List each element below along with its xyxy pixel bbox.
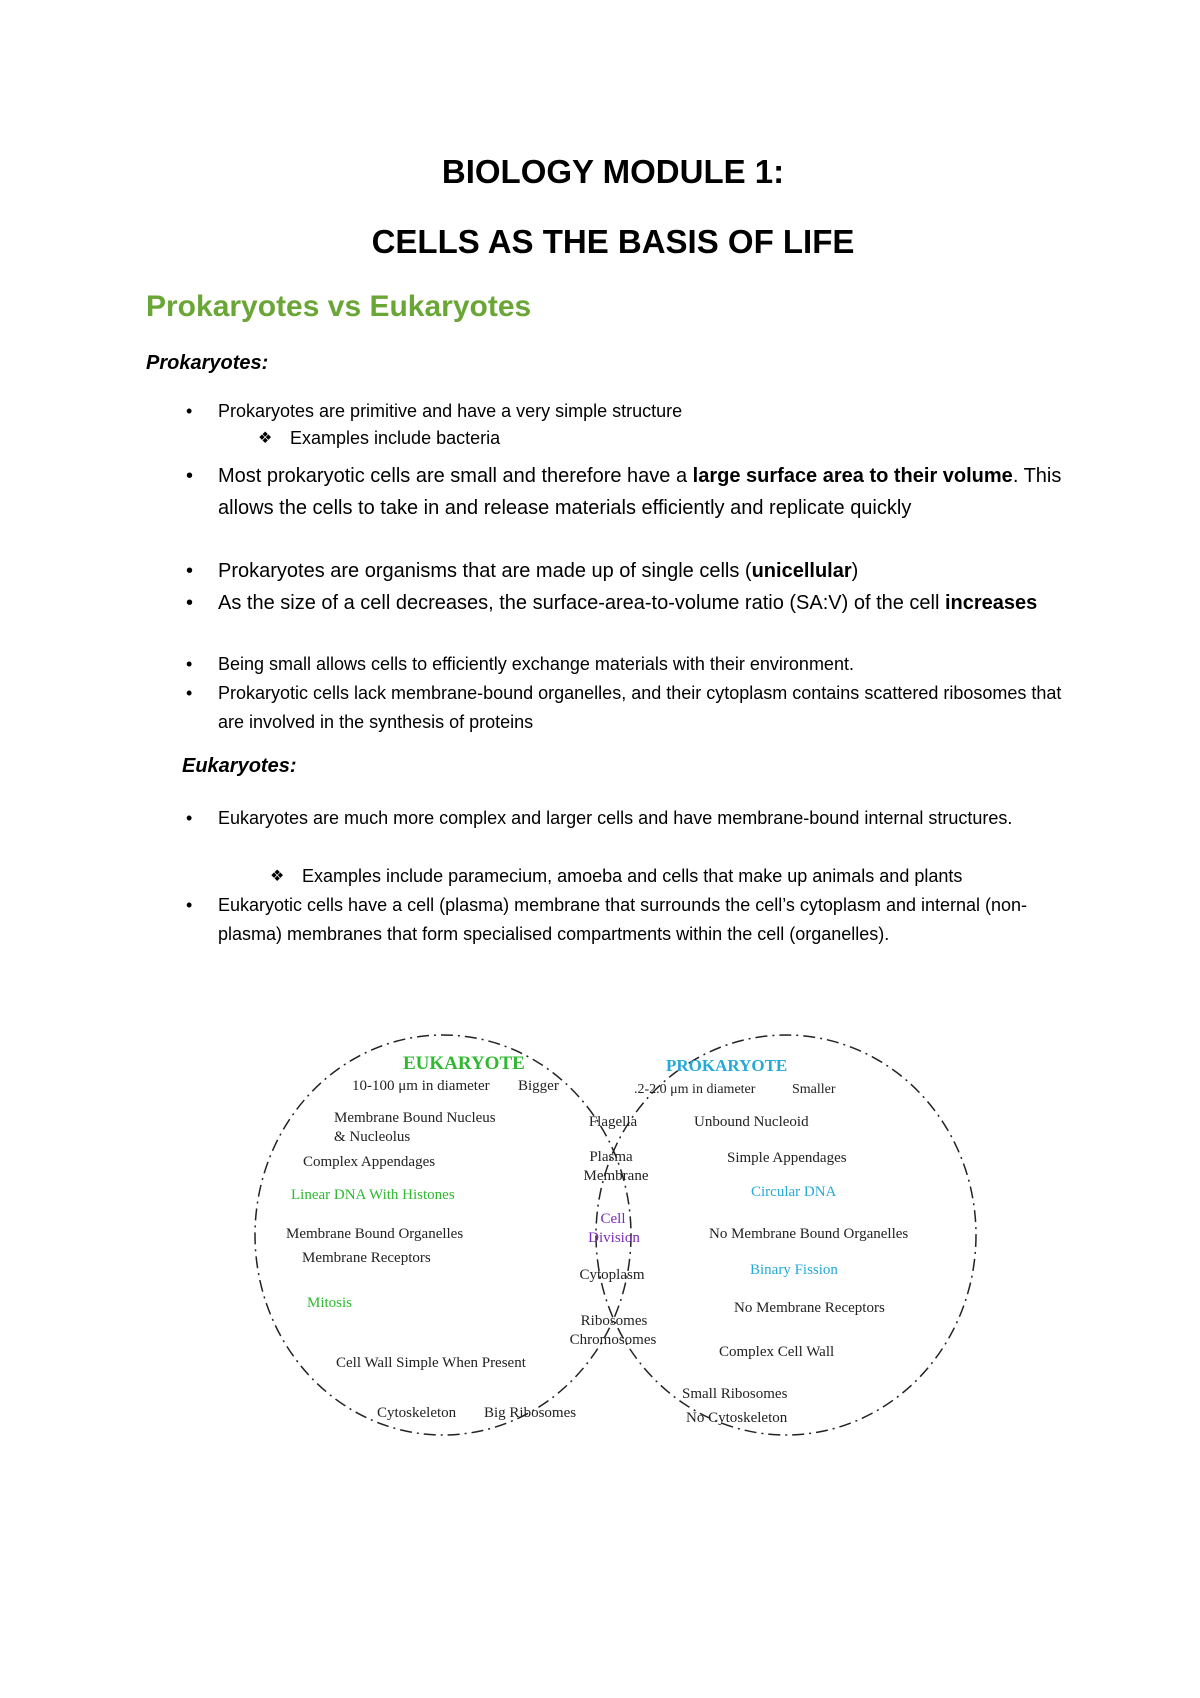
bullet-text: Being small allows cells to efficiently exchange materials with their environment.: [218, 654, 854, 674]
eukaryote-organelles: Membrane Bound Organelles: [286, 1226, 464, 1242]
prokaryotes-heading: Prokaryotes:: [146, 352, 269, 374]
eukaryote-mitosis: Mitosis: [307, 1295, 353, 1311]
bold-phrase: large surface area to their volume: [692, 465, 1013, 487]
bullet-text: Prokaryotes are primitive and have a very simple structure: [218, 401, 683, 421]
prokaryote-nucleoid: Unbound Nucleoid: [694, 1114, 809, 1130]
bullet-text: Prokaryotes are organisms that are made up of single cells (: [218, 560, 752, 582]
shared-division-2: Division: [588, 1230, 640, 1246]
shared-plasma-1: Plasma: [589, 1149, 633, 1165]
bullet-text: Prokaryotic cells lack membrane-bound organelles, and their cytoplasm contains scattered ribosomes that are involved in the synthesis of proteins: [218, 683, 1062, 732]
bullet-text: Eukaryotic cells have a cell (plasma) membrane that surrounds the cell’s cytoplasm and internal (non-plasma) membranes that form specialised compartments within the cell (organelles).: [218, 895, 1028, 944]
eukaryote-size: 10-100 μm in diameter: [352, 1078, 490, 1094]
bold-phrase: unicellular: [751, 560, 852, 582]
prokaryote-binary-fission: Binary Fission: [750, 1262, 838, 1278]
eukaryote-nucleus-2: & Nucleolus: [334, 1129, 411, 1145]
document-title-line1: BIOLOGY MODULE 1:: [441, 153, 785, 190]
shared-plasma-2: Membrane: [583, 1168, 649, 1184]
eukaryote-dna: Linear DNA With Histones: [291, 1187, 455, 1203]
prokaryote-appendages: Simple Appendages: [727, 1150, 847, 1166]
prokaryote-receptors: No Membrane Receptors: [734, 1300, 885, 1316]
bullet-icon: •: [186, 592, 194, 614]
eukaryote-nucleus-1: Membrane Bound Nucleus: [334, 1110, 496, 1126]
prokaryote-dna: Circular DNA: [751, 1184, 837, 1200]
prokaryote-ribosomes: Small Ribosomes: [682, 1386, 788, 1402]
bullet-text-cont: . This allows the cells to take in and release materials efficiently and replicate quickly: [218, 465, 1062, 519]
eukaryote-title: EUKARYOTE: [403, 1053, 525, 1074]
shared-cytoplasm: Cytoplasm: [579, 1267, 645, 1283]
shared-ribosomes: Ribosomes: [580, 1313, 648, 1329]
eukaryote-cytoskeleton: Cytoskeleton: [377, 1405, 457, 1421]
bullet-icon: •: [186, 465, 194, 487]
prokaryote-title: PROKARYOTE: [666, 1056, 788, 1075]
shared-division-1: Cell: [600, 1211, 626, 1227]
sub-bullet-text: Examples include bacteria: [290, 428, 501, 448]
bullet-text-cont: ): [851, 560, 859, 582]
shared-flagella: Flagella: [588, 1114, 638, 1130]
diamond-bullet-icon: ❖: [258, 430, 273, 447]
prokaryote-cytoskeleton: No Cytoskeleton: [686, 1410, 788, 1426]
bullet-icon: •: [186, 808, 193, 828]
shared-chromosomes: Chromosomes: [569, 1332, 657, 1348]
eukaryote-size-note: Bigger: [518, 1078, 559, 1094]
prokaryote-size: .2-2.0 μm in diameter: [634, 1082, 756, 1097]
bullet-text: Most prokaryotic cells are small and therefore have a: [218, 465, 693, 487]
bullet-icon: •: [186, 895, 193, 915]
prokaryote-size-note: Smaller: [792, 1082, 836, 1097]
diamond-bullet-icon: ❖: [270, 868, 285, 885]
bold-phrase: increases: [945, 592, 1038, 614]
eukaryotes-heading: Eukaryotes:: [182, 755, 297, 777]
eukaryote-ribosomes: Big Ribosomes: [484, 1405, 577, 1421]
bullet-icon: •: [186, 560, 194, 582]
eukaryote-receptors: Membrane Receptors: [302, 1250, 431, 1266]
document-title-line2: CELLS AS THE BASIS OF LIFE: [371, 223, 855, 260]
bullet-text: As the size of a cell decreases, the surface-area-to-volume ratio (SA:V) of the cell: [218, 592, 945, 614]
bullet-icon: •: [186, 654, 193, 674]
bullet-icon: •: [186, 401, 193, 421]
prokaryote-wall: Complex Cell Wall: [719, 1344, 835, 1360]
bullet-icon: •: [186, 683, 193, 703]
section-heading: Prokaryotes vs Eukaryotes: [146, 290, 532, 323]
bullet-text: Eukaryotes are much more complex and larger cells and have membrane-bound internal structures.: [218, 808, 1013, 828]
eukaryote-appendages: Complex Appendages: [303, 1154, 436, 1170]
eukaryote-wall: Cell Wall Simple When Present: [336, 1355, 526, 1371]
sub-bullet-text: Examples include paramecium, amoeba and cells that make up animals and plants: [302, 866, 963, 886]
prokaryote-organelles: No Membrane Bound Organelles: [709, 1226, 909, 1242]
